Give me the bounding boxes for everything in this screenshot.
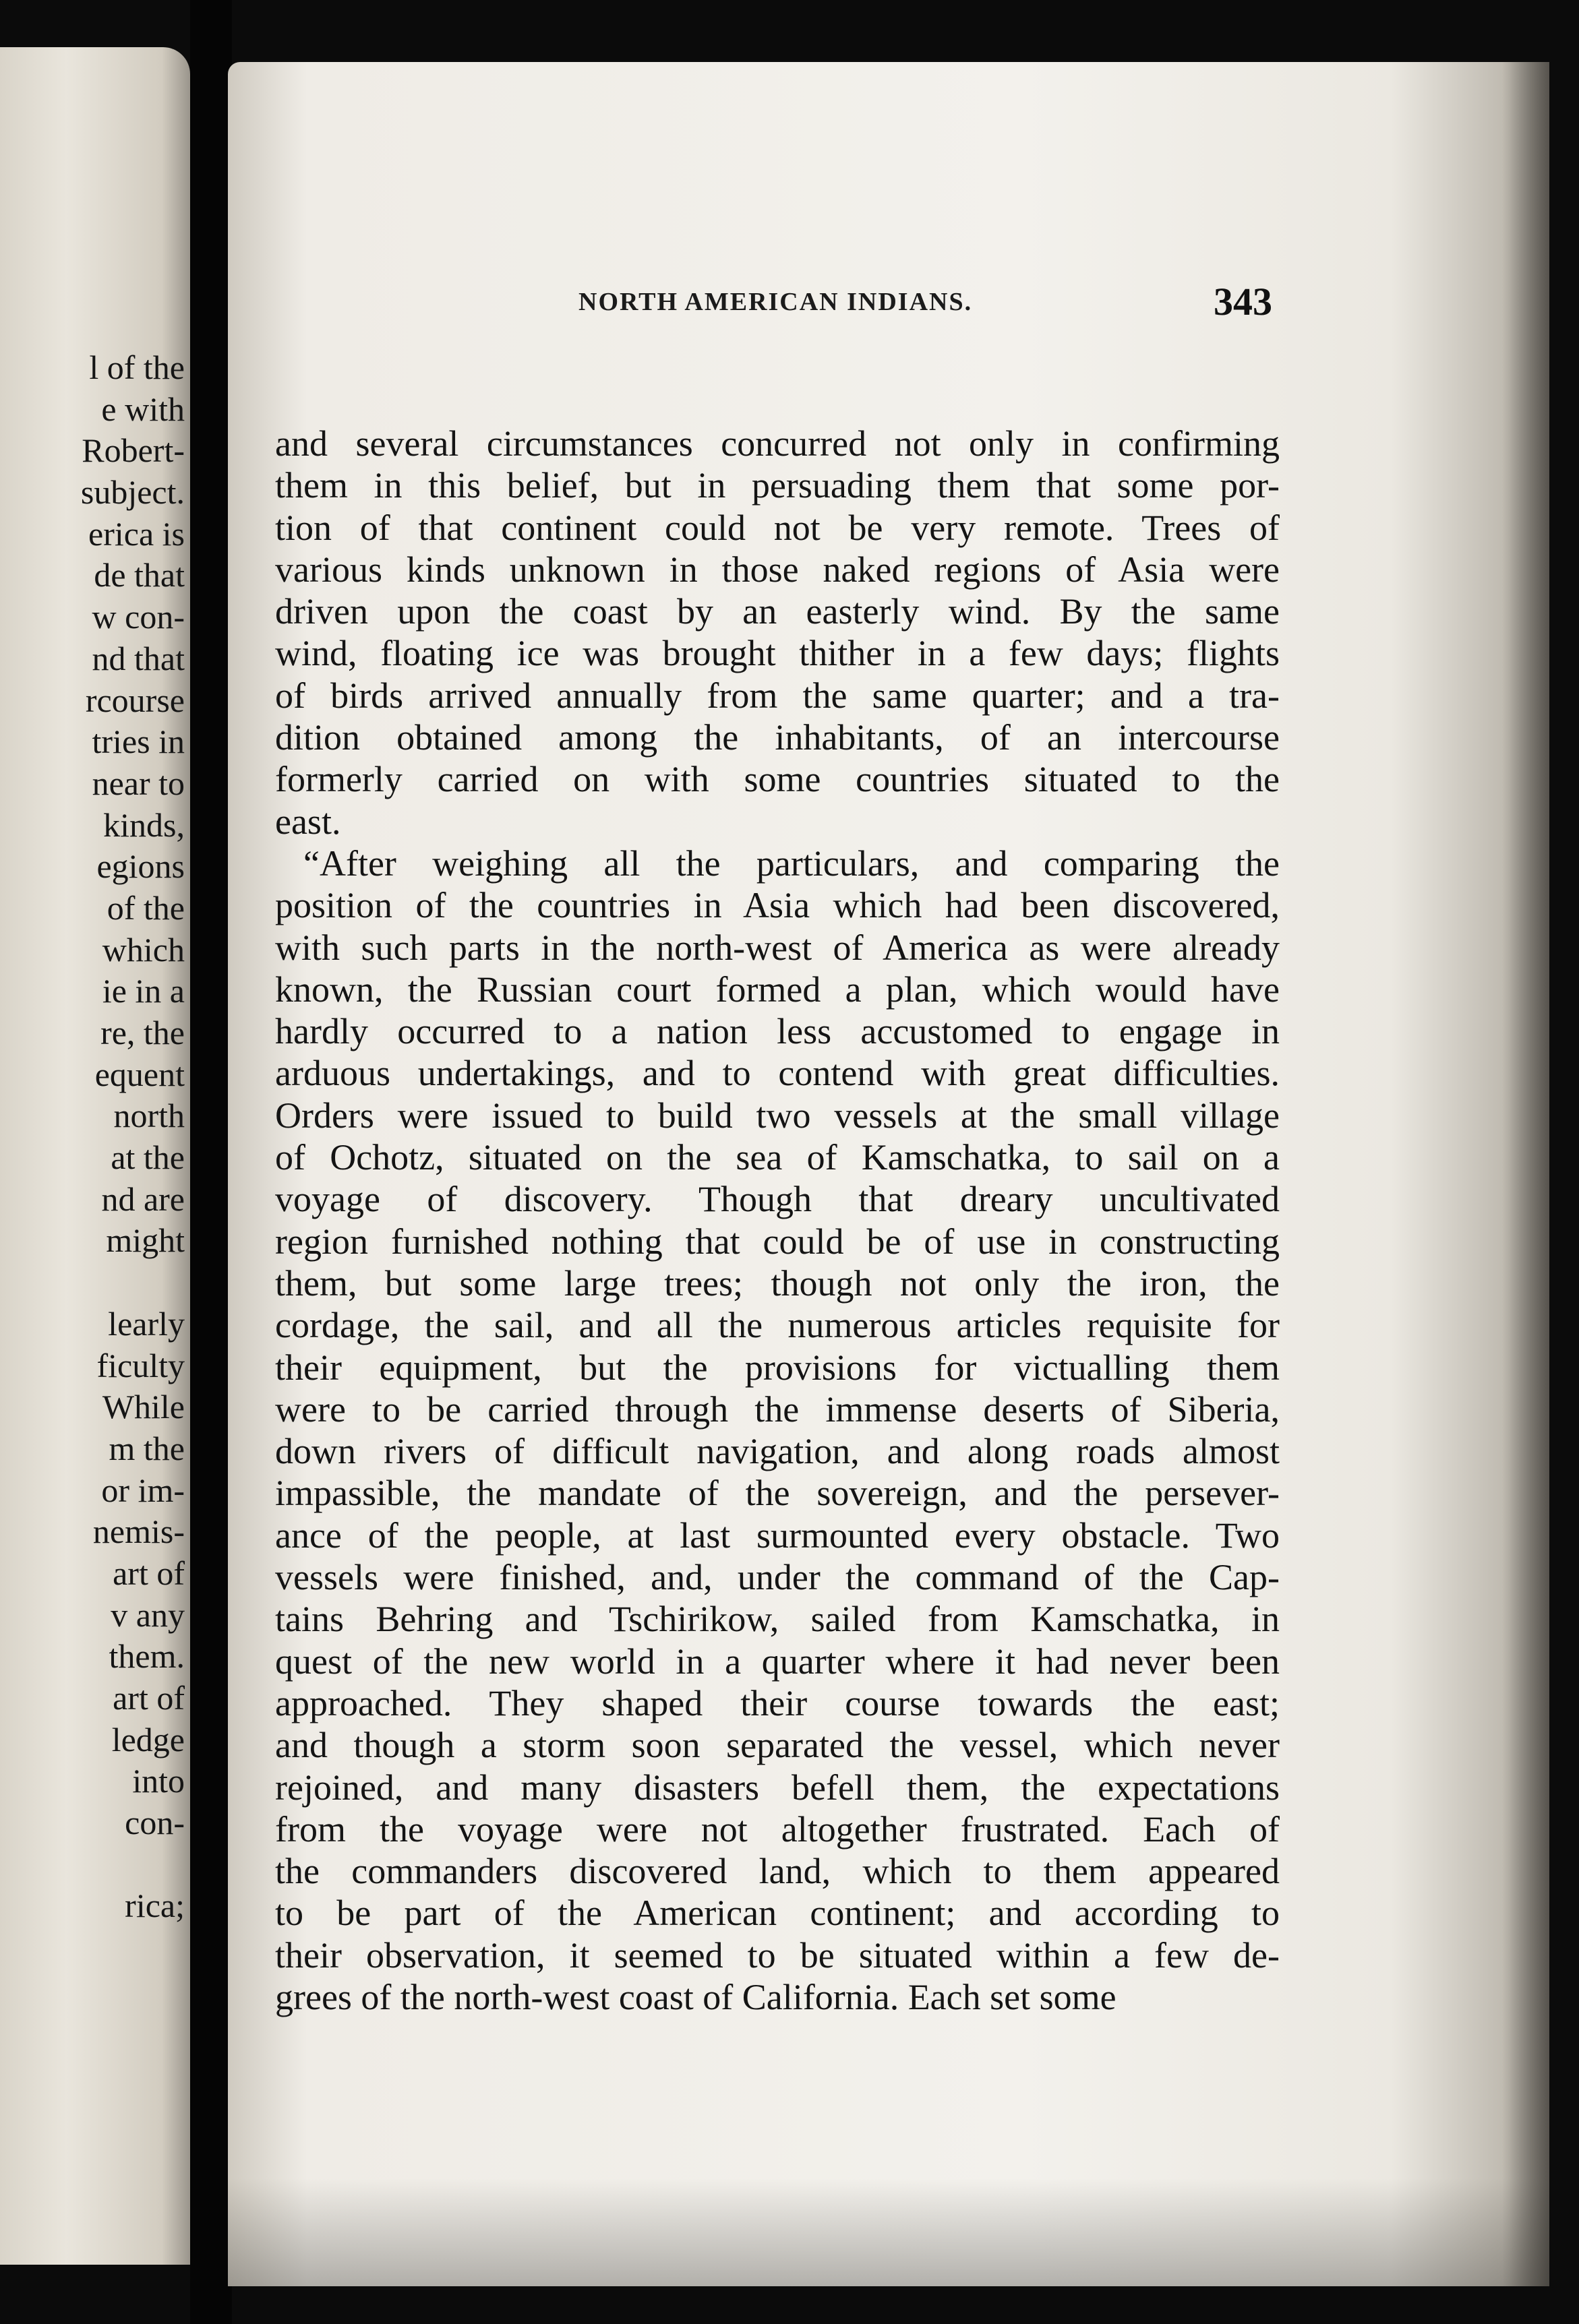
left-page-line: erica is [88,514,185,553]
book-gutter [190,0,232,2324]
left-page-line: m the [109,1429,185,1467]
left-page-line: con- [125,1804,185,1842]
text-line: from the voyage were not altogether frustrated. Each of [275,1808,1280,1849]
left-page-line: of the [107,888,185,927]
text-line: approached. They shaped their course towards the east; [275,1682,1280,1723]
left-page-line: rica; [125,1887,185,1925]
left-page-line: art of [113,1554,185,1592]
text-line: tains Behring and Tschirikow, sailed from Kamschatka, in [275,1599,1280,1640]
text-line: down rivers of difficult navigation, and along roads almost [275,1431,1280,1472]
left-page-line: v any [111,1595,185,1634]
text-line: position of the countries in Asia which had been discovered, [275,885,1280,926]
text-line: quest of the new world in a quarter where it had never been [275,1641,1280,1682]
left-page-line: which [102,930,185,969]
text-line: Orders were issued to build two vessels at the small village [275,1095,1280,1136]
left-page-text [0,347,185,1927]
left-page-line: e with [101,390,185,428]
text-line: dition obtained among the inhabitants, of an intercourse [275,717,1280,758]
text-line: and several circumstances concurred not only in confirming [275,423,1280,464]
left-page-line: learly [108,1304,185,1343]
page-bottom-shadow [228,2178,1549,2286]
text-line: impassible, the mandate of the sovereign, and the persever- [275,1473,1280,1514]
text-line: grees of the north-west coast of California. Each set some [275,1976,1116,2017]
text-line: vessels were finished, and, under the command of the Cap- [275,1557,1280,1598]
text-line: with such parts in the north-west of America as were already [275,927,1280,968]
text-line: of birds arrived annually from the same quarter; and a tra- [275,675,1280,716]
text-line: various kinds unknown in those naked regions of Asia were [275,549,1280,590]
left-page-line [0,1844,185,1886]
left-page-fragment [0,47,190,2265]
text-line: to be part of the American continent; and according to [275,1893,1280,1934]
left-page-line: into [132,1762,185,1800]
left-page-line: rcourse [85,681,185,719]
text-line: east. [275,801,341,842]
left-page-line: equent [94,1055,185,1093]
left-page-line: kinds, [103,805,185,844]
text-line: region furnished nothing that could be of use in constructing [275,1221,1280,1262]
left-page-line: them. [109,1637,185,1676]
left-page-line: ie in a [102,972,185,1010]
text-line: known, the Russian court formed a plan, which would have [275,969,1280,1010]
text-line: “After weighing all the particulars, and comparing the [303,843,1280,884]
text-line: rejoined, and many disasters befell them, the expectations [275,1767,1280,1808]
left-page-line: ficulty [96,1346,185,1384]
text-line: and though a storm soon separated the vessel, which never [275,1725,1280,1766]
text-line: hardly occurred to a nation less accustomed to engage in [275,1011,1280,1052]
text-line: tion of that continent could not be very remote. Trees of [275,507,1280,548]
left-page-line: w con- [92,598,185,636]
left-page-line: nd that [92,639,185,677]
page-body-text [275,423,1280,2018]
left-page-line: nemis- [92,1512,185,1551]
running-head-title: NORTH AMERICAN INDIANS. [578,288,973,316]
text-line: them, but some large trees; though not only the iron, the [275,1262,1280,1304]
running-head [228,279,1549,326]
left-page-line: re, the [100,1014,185,1051]
text-line: their equipment, but the provisions for victualling them [275,1347,1280,1388]
left-page-line: art of [113,1679,185,1717]
left-page-line: nd are [101,1180,185,1218]
left-page-line: at the [111,1138,185,1177]
right-page [228,62,1549,2286]
text-line: wind, floating ice was brought thither in a few days; flights [275,633,1280,674]
left-page-line: de that [94,556,185,594]
text-line: ance of the people, at last surmounted every obstacle. Two [275,1515,1280,1556]
left-page-line: While [102,1388,185,1426]
text-line: of Ochotz, situated on the sea of Kamschatka, to sail on a [275,1137,1280,1178]
left-page-line: tries in [92,723,185,761]
text-line: driven upon the coast by an easterly wind. By the same [275,591,1280,632]
left-page-line [0,1262,185,1304]
text-line: the commanders discovered land, which to them appeared [275,1851,1280,1892]
text-line: arduous undertakings, and to contend with great difficulties. [275,1053,1280,1094]
left-page-line: near to [92,764,185,802]
text-line: formerly carried on with some countries situated to the [275,759,1280,800]
left-page-line: north [113,1097,185,1135]
left-page-line: egions [96,847,185,886]
left-page-line: subject. [80,473,185,512]
left-page-line: ledge [111,1720,185,1759]
left-page-line: Robert- [82,431,185,470]
text-line: them in this belief, but in persuading them that some por- [275,465,1280,506]
page-number: 343 [1214,280,1272,324]
left-page-line: l of the [89,348,185,386]
text-line: were to be carried through the immense deserts of Siberia, [275,1388,1280,1430]
left-page-line: might [106,1221,185,1260]
text-line: voyage of discovery. Though that dreary uncultivated [275,1179,1280,1220]
text-line: their observation, it seemed to be situated within a few de- [275,1934,1280,1976]
left-page-line: or im- [101,1471,185,1509]
text-line: cordage, the sail, and all the numerous articles requisite for [275,1305,1280,1346]
